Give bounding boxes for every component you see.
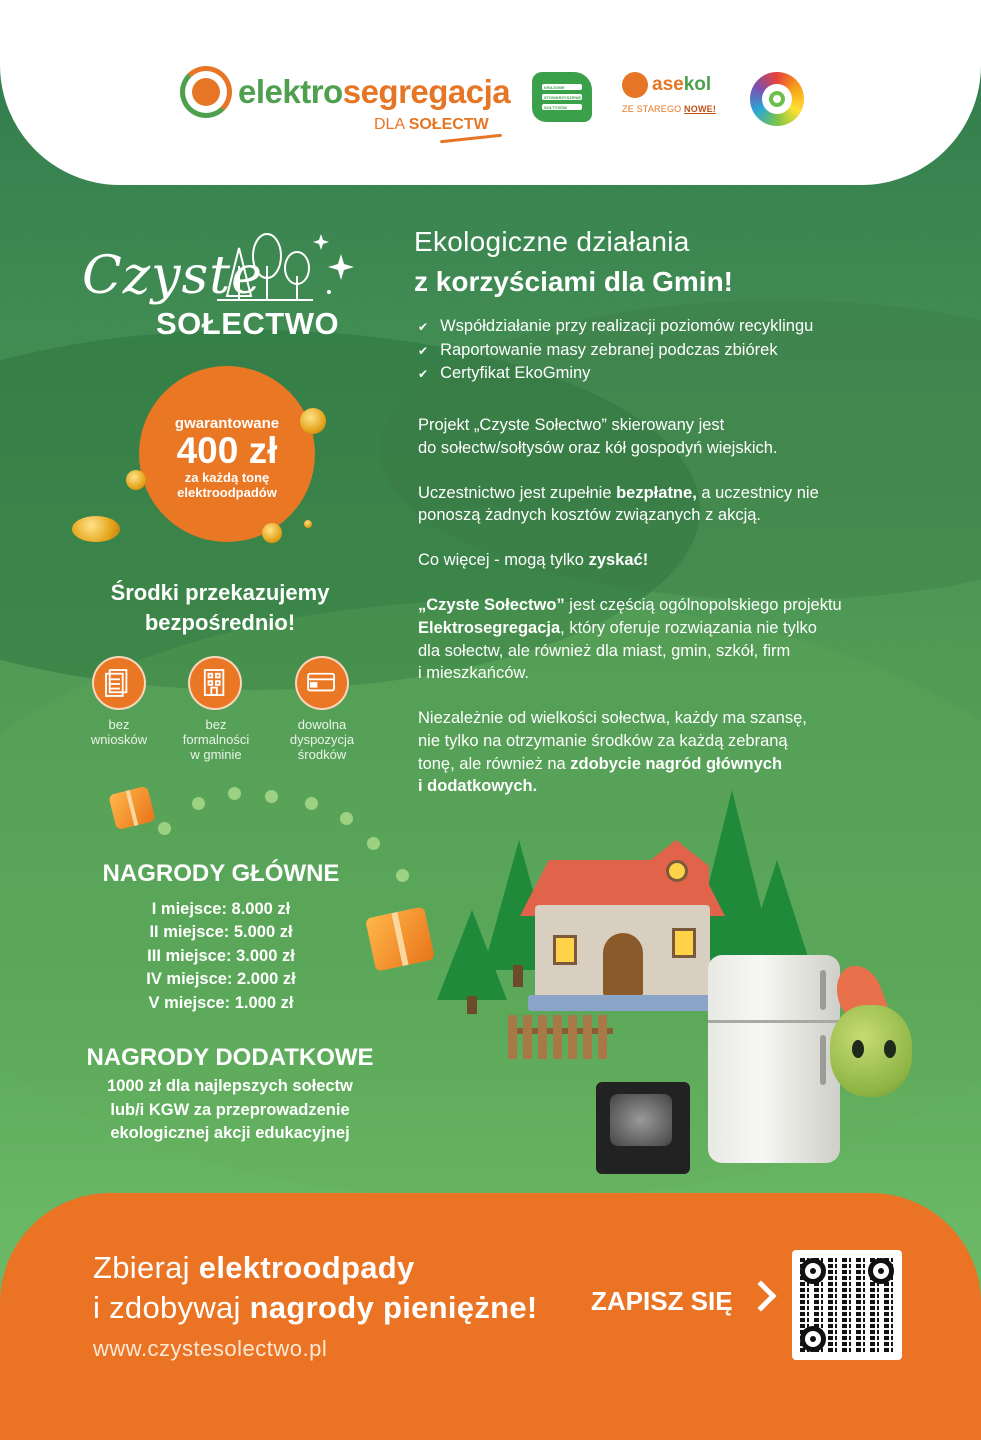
brand-name: [238, 73, 510, 111]
prize-item: V miejsce: 1.000 zł: [148, 993, 294, 1012]
pine-tree-illustration: [745, 860, 809, 960]
description-text: [418, 414, 918, 820]
benefit-item: ✔ Certyfikat EkoGminy: [418, 362, 813, 386]
feature-label: [267, 717, 377, 762]
p2-c: a uczestnicy nie: [696, 483, 819, 502]
documents-icon: [92, 656, 146, 710]
qr-corner-icon: [800, 1258, 826, 1284]
headline-line2: z korzyściami dla Gmin!: [414, 266, 733, 297]
fridge-handle: [820, 1035, 826, 1085]
credit-card-icon: [295, 656, 349, 710]
funds-line1: Środki przekazujemy: [110, 580, 330, 605]
brand-part-b: segregacja: [342, 73, 511, 110]
qr-corner-icon: [868, 1258, 894, 1284]
p3-a: Co więcej - mogą tylko: [418, 551, 589, 570]
p5-line4: i dodatkowych.: [418, 777, 538, 796]
p2-bold: bezpłatne,: [616, 483, 697, 502]
p2-a: Uczestnictwo jest zupełnie: [418, 483, 617, 502]
badge-top: gwarantowane: [174, 415, 280, 432]
p5-line2: nie tylko na otrzymanie środków za każdą zebraną: [418, 731, 788, 750]
asekol-tag-prefix: ZE STAREGO: [622, 104, 685, 114]
building-icon: [188, 656, 242, 710]
coin-icon: [126, 470, 146, 490]
feature-1-l1: bez: [108, 717, 130, 732]
header-logos: [0, 0, 981, 185]
coin-icon: [304, 520, 312, 528]
path-dot: [265, 790, 278, 803]
tv-screen: [610, 1094, 672, 1146]
benefit-item: ✔ Raportowanie masy zebranej podczas zbiórek: [418, 339, 813, 363]
mascot-illustration: [830, 1005, 912, 1097]
footer-line2: [93, 1290, 538, 1326]
footer-l2-b: nagrody pieniężne!: [249, 1290, 538, 1325]
coin-icon: [72, 516, 120, 542]
house-door: [603, 933, 643, 995]
asekol-part-a: ase: [652, 74, 684, 95]
brand-underline: [440, 134, 502, 143]
headline-line1: Ekologiczne działania: [414, 226, 690, 257]
paragraph-3: [418, 549, 918, 572]
campaign-logo-script: Czyste: [82, 246, 263, 306]
p4-d: , który oferuje rozwiązania nie tylko: [560, 619, 817, 638]
p5-line3b: zdobycie nagród głównych: [570, 754, 783, 773]
partner1-line2: STOWARZYSZENIE: [544, 95, 582, 100]
prize-item: III miejsce: 3.000 zł: [147, 946, 295, 965]
website-link[interactable]: www.czystesolectwo.pl: [93, 1336, 328, 1361]
prize-item: IV miejsce: 2.000 zł: [146, 970, 296, 989]
footer-l1-b: elektroodpady: [198, 1250, 415, 1285]
extra-prize-line3: ekologicznej akcji edukacyjnej: [110, 1124, 350, 1142]
benefits-list: [418, 315, 813, 386]
path-dot: [305, 797, 318, 810]
extra-prize-line1: 1000 zł dla najlepszych sołectw: [107, 1077, 353, 1095]
fence-illustration: [508, 1015, 613, 1059]
brand-part-a: elektro: [238, 73, 343, 110]
paragraph-5: [418, 707, 918, 797]
guarantee-badge: [139, 366, 315, 542]
path-dot: [158, 822, 171, 835]
feature-1-l2: wniosków: [90, 732, 148, 747]
p5-line1: Niezależnie od wielkości sołectwa, każdy ma szansę,: [418, 709, 807, 728]
asekol-face-icon: [622, 72, 648, 98]
badge-sub2: elektroodpadów: [177, 485, 277, 500]
mascot-eye: [852, 1040, 864, 1058]
fridge-handle: [820, 970, 826, 1010]
partner1-line3: SOŁTYSÓW: [544, 105, 567, 110]
asekol-name: [652, 74, 711, 96]
tree-trunk: [467, 996, 477, 1014]
elektrosegregacja-logo[interactable]: [180, 66, 510, 118]
campaign-logo-bold: SOŁECTWO: [156, 306, 340, 341]
house-window: [672, 928, 696, 958]
badge-amount: 400 zł: [176, 430, 278, 471]
paragraph-1: [418, 414, 918, 459]
trees-sparkle-icon: [217, 226, 357, 302]
footer-l1-a: Zbieraj: [93, 1250, 199, 1285]
recycle-icon: [180, 66, 232, 118]
brand-sub-prefix: DLA: [374, 116, 409, 133]
rainbow-ring-logo[interactable]: [750, 72, 804, 126]
asekol-tag-bold: NOWE!: [684, 104, 717, 114]
mascot-eye: [884, 1040, 896, 1058]
feature-2-l1: bez: [205, 717, 227, 732]
feature-3-l1: dowolna: [297, 717, 347, 732]
p1-line1: Projekt „Czyste Sołectwo” skierowany jest: [418, 416, 725, 434]
feature-2-l3: w gminie: [190, 747, 242, 762]
paragraph-4: [418, 594, 918, 684]
footer-l2-a: i zdobywaj: [93, 1290, 250, 1325]
p1-line2: do sołectw/sołtysów oraz kół gospodyń wiejskich.: [418, 438, 778, 457]
fridge-door-line: [708, 1020, 840, 1023]
asekol-part-b: kol: [683, 74, 712, 95]
partner1-line1: KRAJOWE: [544, 85, 565, 90]
path-dot: [396, 869, 409, 882]
p4-bold-a: „Czyste Sołectwo”: [418, 596, 565, 615]
p4-bold-c: Elektrosegregacja: [418, 619, 561, 638]
paragraph-2: [418, 482, 918, 527]
pine-tree-illustration: [437, 910, 507, 1000]
brand-subtitle: [374, 116, 489, 134]
p4-b: jest częścią ogólnopolskiego projektu: [564, 596, 842, 615]
feature-label: [64, 717, 174, 747]
path-dot: [192, 797, 205, 810]
p4-line4: i mieszkańców.: [418, 664, 529, 683]
badge-sub1: za każdą tonę: [184, 470, 270, 485]
path-dot: [340, 812, 353, 825]
house-window: [553, 935, 577, 965]
footer-line1: [93, 1250, 415, 1286]
signup-button[interactable]: ZAPISZ SIĘ: [591, 1286, 733, 1316]
extra-prizes-text: [60, 1075, 400, 1146]
house-foundation: [528, 995, 718, 1011]
path-dot: [367, 837, 380, 850]
round-window: [666, 860, 688, 882]
prize-item: II miejsce: 5.000 zł: [149, 923, 293, 942]
main-prizes-list: [60, 898, 382, 1015]
extra-prizes-title: NAGRODY DODATKOWE: [86, 1044, 374, 1071]
benefit-item: ✔ Współdziałanie przy realizacji poziomów recyklingu: [418, 315, 813, 339]
coin-icon: [262, 523, 282, 543]
prize-item: I miejsce: 8.000 zł: [151, 900, 291, 918]
tree-trunk: [513, 965, 523, 987]
ksm-poland-logo[interactable]: [532, 72, 592, 122]
qr-corner-icon: [800, 1326, 826, 1352]
feature-3-l3: środków: [297, 747, 347, 762]
feature-3-l2: dyspozycja: [289, 732, 355, 747]
p4-line3: dla sołectw, ale również dla miast, gmin, szkół, firm: [418, 641, 791, 660]
feature-2-l2: formalności: [182, 732, 250, 747]
p2-line2: ponoszą żadnych kosztów związanych z akcją.: [418, 506, 762, 525]
coin-icon: [300, 408, 326, 434]
extra-prize-line2: lub/i KGW za przeprowadzenie: [110, 1100, 350, 1119]
brand-sub-bold: SOŁECTW: [408, 116, 489, 133]
funds-heading: [60, 578, 380, 638]
funds-line2: bezpośrednio!: [144, 610, 296, 635]
p5-line3a: tonę, ale również na: [418, 754, 571, 773]
asekol-tagline: [622, 104, 716, 114]
path-dot: [228, 787, 241, 800]
main-prizes-title: NAGRODY GŁÓWNE: [102, 860, 340, 887]
p3-bold: zyskać!: [588, 551, 649, 570]
feature-label: [161, 717, 271, 762]
asekol-logo[interactable]: [622, 72, 716, 114]
